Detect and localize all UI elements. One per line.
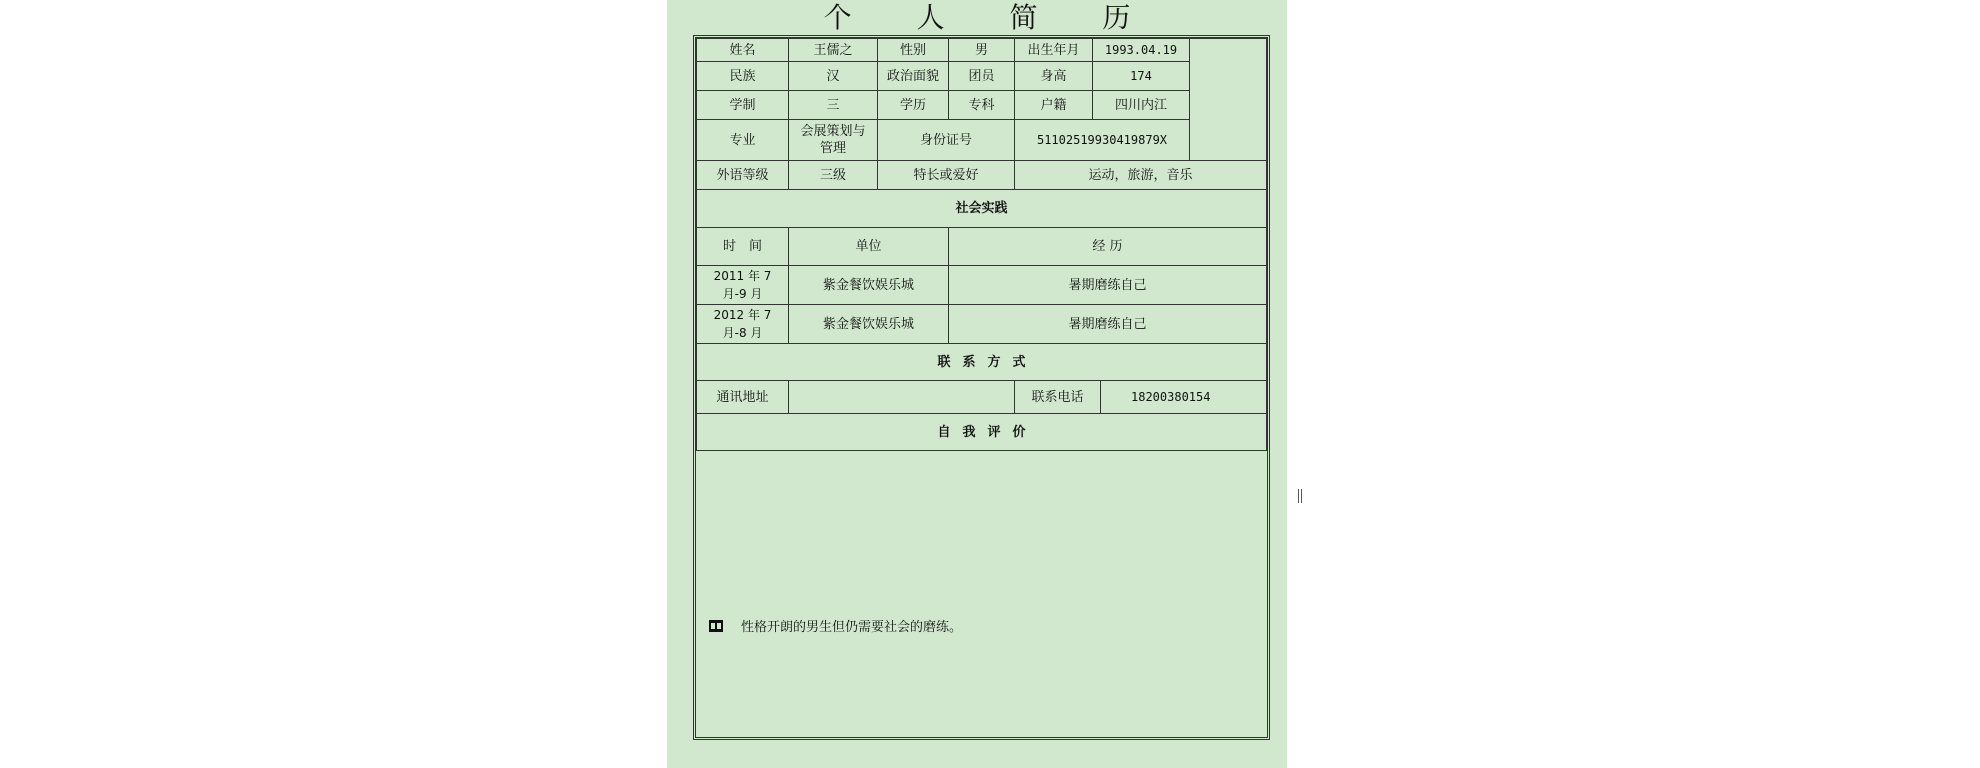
duration-label: 学制 [696, 91, 789, 120]
id-value: 51102519930419879X [1015, 120, 1190, 161]
education-label: 学历 [878, 91, 949, 120]
practice-row-1-experience: 暑期磨练自己 [949, 266, 1267, 305]
practice-row-2-unit: 紫金餐饮娱乐城 [789, 305, 949, 344]
practice-row-2-experience: 暑期磨练自己 [949, 305, 1267, 344]
phone-value: 18200380154 [1101, 381, 1267, 414]
language-value: 三级 [789, 161, 878, 190]
major-label: 专业 [696, 120, 789, 161]
birth-label: 出生年月 [1015, 38, 1093, 62]
self-evaluation-text: 性格开朗的男生但仍需要社会的磨练。 [741, 620, 963, 635]
practice-row-1-unit: 紫金餐饮娱乐城 [789, 266, 949, 305]
practice-header-time: 时 间 [696, 228, 789, 266]
name-label: 姓名 [696, 38, 789, 62]
birth-value: 1993.04.19 [1093, 38, 1190, 62]
resume-table [693, 35, 1270, 740]
gender-label: 性别 [878, 38, 949, 62]
duration-value: 三 [789, 91, 878, 120]
id-label: 身份证号 [878, 120, 1015, 161]
language-label: 外语等级 [696, 161, 789, 190]
ethnicity-value: 汉 [789, 62, 878, 91]
politics-label: 政治面貌 [878, 62, 949, 91]
hobby-value: 运动，旅游，音乐 [1015, 161, 1267, 190]
practice-header-experience: 经 历 [949, 228, 1267, 266]
practice-row-1-time: 2011 年 7 月-9 月 [696, 266, 789, 305]
politics-value: 团员 [949, 62, 1015, 91]
gender-value: 男 [949, 38, 1015, 62]
self-evaluation-item [709, 616, 962, 635]
self-evaluation-heading: 自我评价 [696, 414, 1267, 451]
checkbox-bullet-icon [709, 620, 723, 632]
education-value: 专科 [949, 91, 1015, 120]
phone-label: 联系电话 [1015, 381, 1101, 414]
practice-heading: 社会实践 [696, 190, 1267, 228]
contact-heading: 联系方式 [696, 344, 1267, 381]
ethnicity-label: 民族 [696, 62, 789, 91]
resume-page [667, 0, 1287, 768]
name-value: 王儒之 [789, 38, 878, 62]
hukou-label: 户籍 [1015, 91, 1093, 120]
address-value [789, 381, 1015, 414]
height-label: 身高 [1015, 62, 1093, 91]
address-label: 通讯地址 [696, 381, 789, 414]
height-value: 174 [1093, 62, 1190, 91]
hukou-value: 四川内江 [1093, 91, 1190, 120]
resize-marker [1298, 489, 1302, 503]
practice-header-unit: 单位 [789, 228, 949, 266]
resume-title: 个 人 简 历 [823, 1, 1159, 34]
major-value: 会展策划与管理 [789, 120, 878, 161]
practice-row-2-time: 2012 年 7 月-8 月 [696, 305, 789, 344]
photo-area [1190, 38, 1267, 161]
hobby-label: 特长或爱好 [878, 161, 1015, 190]
